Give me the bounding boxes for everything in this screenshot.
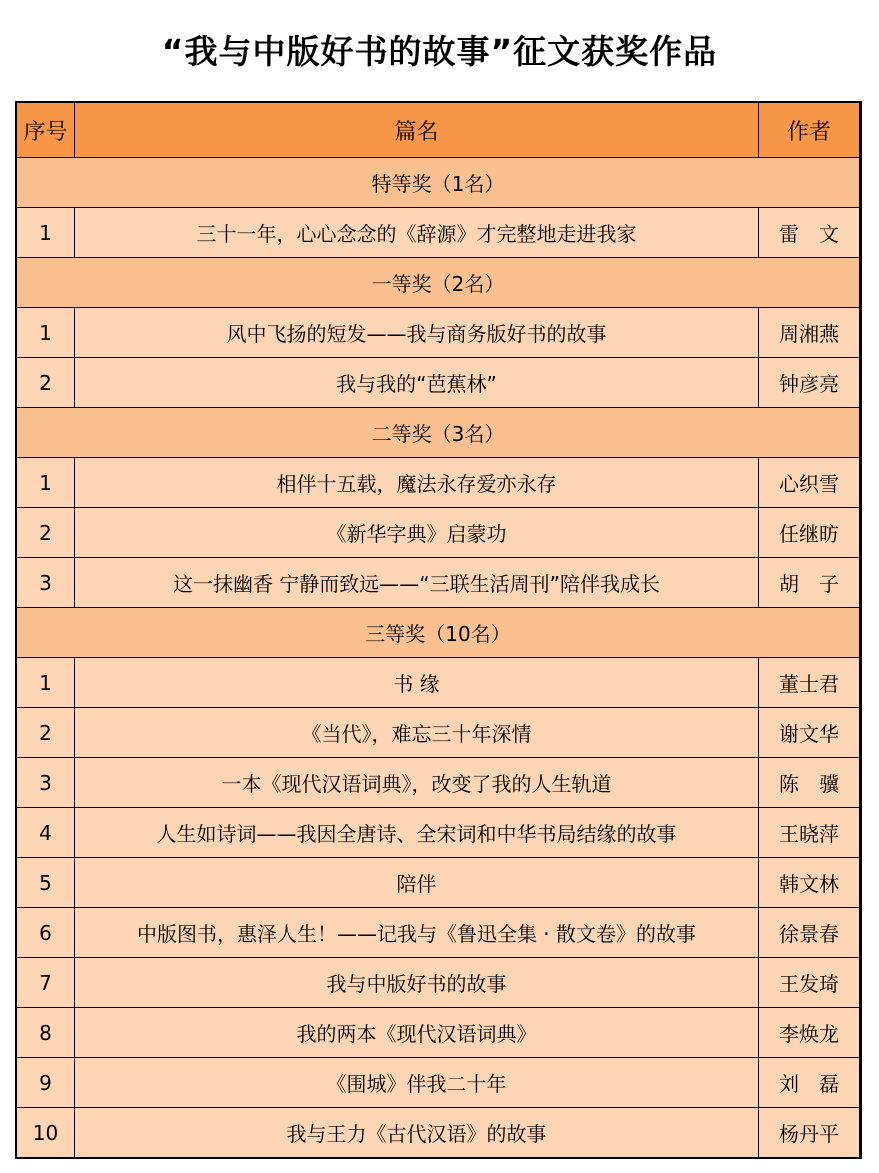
table-row xyxy=(16,308,861,358)
row-title: 三十一年，心心念念的《辞源》才完整地走进我家 xyxy=(75,208,759,258)
table-row xyxy=(16,908,861,958)
table-row xyxy=(16,208,861,258)
row-title: 这一抹幽香 宁静而致远——“三联生活周刊”陪伴我成长 xyxy=(75,558,759,608)
table-row xyxy=(16,1108,861,1159)
section-row xyxy=(16,408,861,458)
section-label: 三等奖（10名） xyxy=(16,608,861,658)
row-author: 王发琦 xyxy=(759,958,861,1008)
row-title: 我与我的“芭蕉林” xyxy=(75,358,759,408)
row-author: 任继昉 xyxy=(759,508,861,558)
section-row xyxy=(16,158,861,208)
column-header-num: 序号 xyxy=(16,102,75,158)
row-author: 周湘燕 xyxy=(759,308,861,358)
row-number: 3 xyxy=(16,758,75,808)
row-title: 《当代》，难忘三十年深情 xyxy=(75,708,759,758)
row-author: 董士君 xyxy=(759,658,861,708)
row-number: 2 xyxy=(16,708,75,758)
table-row xyxy=(16,808,861,858)
row-number: 2 xyxy=(16,358,75,408)
row-author: 徐景春 xyxy=(759,908,861,958)
table-row xyxy=(16,508,861,558)
row-title: 相伴十五载，魔法永存爱亦永存 xyxy=(75,458,759,508)
column-header-author: 作者 xyxy=(759,102,861,158)
row-number: 7 xyxy=(16,958,75,1008)
row-number: 9 xyxy=(16,1058,75,1108)
row-number: 5 xyxy=(16,858,75,908)
table-row xyxy=(16,658,861,708)
section-row xyxy=(16,608,861,658)
row-number: 1 xyxy=(16,458,75,508)
row-title: 我与王力《古代汉语》的故事 xyxy=(75,1108,759,1159)
page-title: “我与中版好书的故事”征文获奖作品 xyxy=(161,32,718,71)
section-row xyxy=(16,258,861,308)
table-row xyxy=(16,958,861,1008)
row-author: 韩文林 xyxy=(759,858,861,908)
row-number: 4 xyxy=(16,808,75,858)
row-title: 中版图书，惠泽人生！——记我与《鲁迅全集 · 散文卷》的故事 xyxy=(75,908,759,958)
row-author: 雷 文 xyxy=(759,208,861,258)
row-author: 刘 磊 xyxy=(759,1058,861,1108)
row-number: 1 xyxy=(16,308,75,358)
row-author: 李焕龙 xyxy=(759,1008,861,1058)
table-row xyxy=(16,858,861,908)
table-row xyxy=(16,358,861,408)
row-title: 陪伴 xyxy=(75,858,759,908)
row-author: 王晓萍 xyxy=(759,808,861,858)
row-number: 8 xyxy=(16,1008,75,1058)
row-number: 3 xyxy=(16,558,75,608)
row-title: 人生如诗词——我因全唐诗、全宋词和中华书局结缘的故事 xyxy=(75,808,759,858)
row-title: 《新华字典》启蒙功 xyxy=(75,508,759,558)
section-label: 特等奖（1名） xyxy=(16,158,861,208)
award-table xyxy=(15,101,862,1159)
row-author: 陈 骥 xyxy=(759,758,861,808)
row-title: 风中飞扬的短发——我与商务版好书的故事 xyxy=(75,308,759,358)
table-row xyxy=(16,708,861,758)
row-author: 谢文华 xyxy=(759,708,861,758)
row-number: 10 xyxy=(16,1108,75,1159)
table-header-row xyxy=(16,102,861,158)
table-row xyxy=(16,558,861,608)
section-label: 二等奖（3名） xyxy=(16,408,861,458)
table-row xyxy=(16,1008,861,1058)
row-number: 1 xyxy=(16,658,75,708)
row-author: 心织雪 xyxy=(759,458,861,508)
section-label: 一等奖（2名） xyxy=(16,258,861,308)
table-row xyxy=(16,758,861,808)
table-row xyxy=(16,1058,861,1108)
row-title: 我与中版好书的故事 xyxy=(75,958,759,1008)
row-number: 1 xyxy=(16,208,75,258)
row-number: 6 xyxy=(16,908,75,958)
row-title: 《围城》伴我二十年 xyxy=(75,1058,759,1108)
row-title: 书 缘 xyxy=(75,658,759,708)
row-author: 胡 子 xyxy=(759,558,861,608)
row-author: 钟彦亮 xyxy=(759,358,861,408)
row-title: 一本《现代汉语词典》，改变了我的人生轨道 xyxy=(75,758,759,808)
column-header-title: 篇名 xyxy=(75,102,759,158)
row-title: 我的两本《现代汉语词典》 xyxy=(75,1008,759,1058)
row-author: 杨丹平 xyxy=(759,1108,861,1159)
row-number: 2 xyxy=(16,508,75,558)
table-row xyxy=(16,458,861,508)
